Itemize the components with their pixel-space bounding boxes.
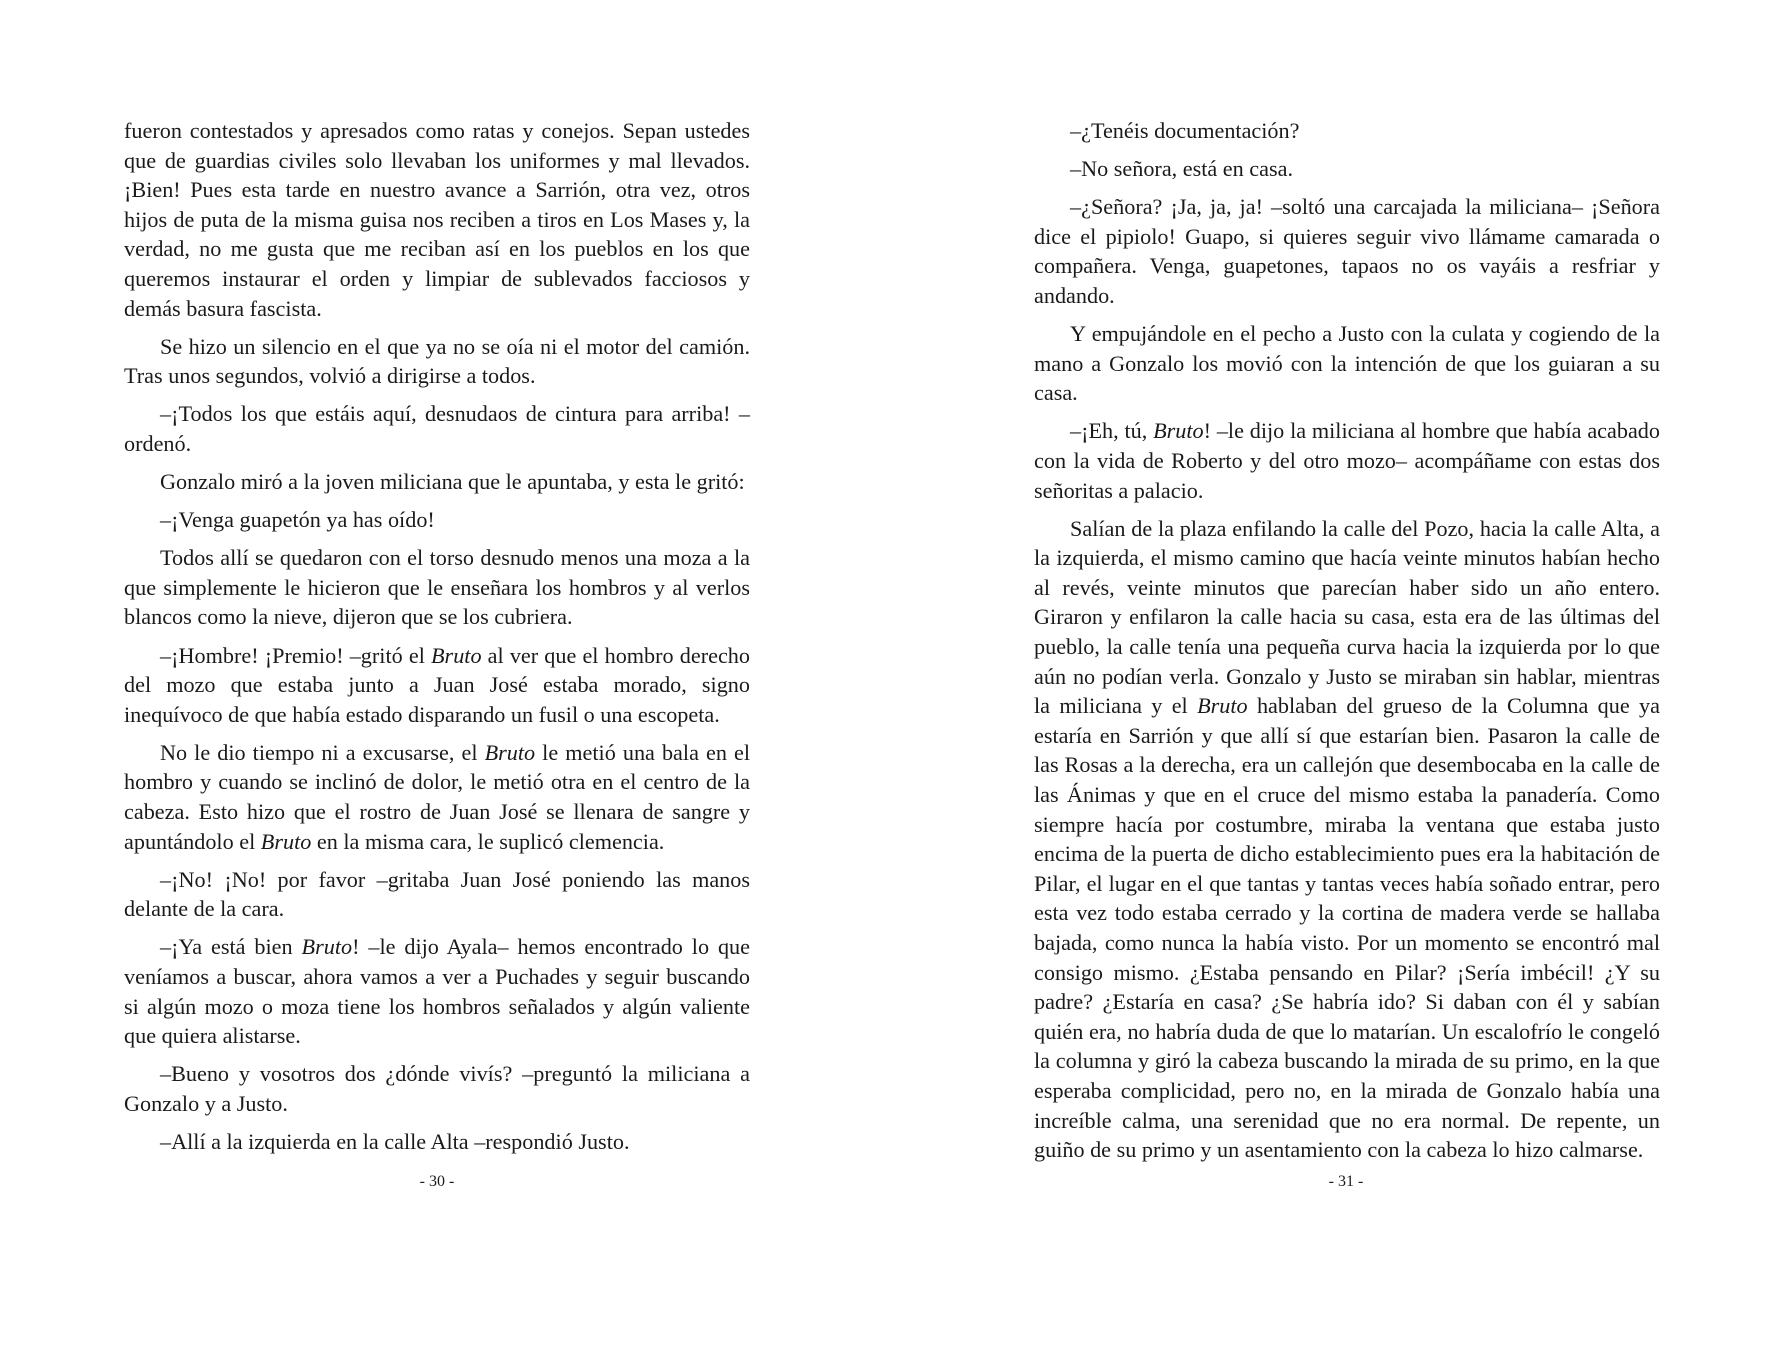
paragraph xyxy=(1034,192,1660,310)
italic-run: Bruto xyxy=(260,828,312,854)
paragraph xyxy=(124,543,750,632)
italic-run: Bruto xyxy=(1197,693,1248,719)
text-run: –¡Eh, tú, xyxy=(1070,418,1154,444)
paragraph xyxy=(1034,514,1660,1165)
paragraph xyxy=(124,738,750,856)
paragraph xyxy=(1034,154,1660,184)
text-run: hablaban del grueso de la Columna que ya estaría en Sarrión y que allí sí que estarían bien. Pasaron la calle de las Rosas a la derecha, era un callejón que desembocaba en la calle de las Ánimas y que en el cruce del mismo estaba la panadería. Como siempre hacía por costumbre, miraba la ventana que estaba justo encima de la puerta de dicho establecimiento pues era la habitación de Pilar, el lugar en el que tantas y tantas veces había soñado entrar, pero esta vez todo estaba cerrado y la cortina de madera verde se hallaba bajada, como nunca la había visto. Por un momento se encontró mal consigo mismo. ¿Estaba pensando en Pilar? ¡Sería imbécil! ¿Y su padre? ¿Estaría en casa? ¿Se habría ido? Si daban con él y sabían quién era, no habría duda de que lo matarían. Un escalofrío le congeló la columna y giró la cabeza buscando la mirada de su primo, en la que esperaba complicidad, pero no, en la mirada de Gonzalo había una increíble calma, una serenidad que no era normal. De repente, un guiño de su primo y un asentamiento con la cabeza lo hizo calmarse. xyxy=(1034,693,1661,1163)
text-run: Salían de la plaza enfilando la calle del Pozo, hacia la calle Alta, a la izquierda, el mismo camino que hacía veinte minutos habían hecho al revés, veinte minutos que parecían haber sido un año entero. Giraron y enfilaron la calle hacia su casa, esta era de las últimas del pueblo, la calle tenía una pequeña curva hacia la izquierda por lo que aún no podían verla. Gonzalo y Justo se miraban sin hablar, mientras la miliciana y el xyxy=(1034,515,1660,719)
text-run: Y empujándole en el pecho a Justo con la culata y cogiendo de la mano a Gonzalo los movió con la intención de que los guiaran a su casa. xyxy=(1034,321,1660,406)
text-run: Todos allí se quedaron con el torso desnudo menos una moza a la que simplemente le hicieron que le enseñara los hombros y al verlos blancos como la nieve, dijeron que se los cubriera. xyxy=(124,545,750,630)
text-run: –Bueno y vosotros dos ¿dónde vivís? –preguntó la miliciana a Gonzalo y a Justo. xyxy=(124,1061,750,1116)
text-run: al ver que el hombro derecho del mozo que estaba junto a Juan José estaba morado, signo inequívoco de que había estado disparando un fusil o una escopeta. xyxy=(124,642,750,727)
paragraph xyxy=(1034,319,1660,408)
paragraph xyxy=(124,1127,750,1157)
text-run: –¿Tenéis documentación? xyxy=(1070,118,1300,143)
paragraph xyxy=(124,467,750,497)
paragraph xyxy=(124,641,750,730)
paragraph xyxy=(124,505,750,535)
text-run: ! –le dijo la miliciana al hombre que había acabado con la vida de Roberto y del otro mozo– acompáñame con estas dos señoritas a palacio. xyxy=(1034,418,1660,503)
paragraph xyxy=(1034,116,1660,146)
text-run: Gonzalo miró a la joven miliciana que le apuntaba, y esta le gritó: xyxy=(160,469,745,495)
left-page xyxy=(124,116,750,1316)
paragraph xyxy=(124,1059,750,1118)
text-run: –¡Todos los que estáis aquí, desnudaos de cintura para arriba! –ordenó. xyxy=(124,401,750,456)
text-run: Se hizo un silencio en el que ya no se oía ni el motor del camión. Tras unos segundos, volvió a dirigirse a todos. xyxy=(124,333,750,389)
text-run: fueron contestados y apresados como ratas y conejos. Sepan ustedes que de guardias civiles solo llevaban los uniformes y mal llevados. ¡Bien! Pues esta tarde en nuestro avance a Sarrión, otra vez, otros hijos de puta de la misma guisa nos reciben a tiros en Los Mases y, la verdad, no me gusta que me reciban así en los pueblos en los que queremos instaurar el orden y limpiar de sublevados facciosos y demás basura fascista. xyxy=(124,118,750,321)
text-run: –No señora, está en casa. xyxy=(1070,156,1294,182)
paragraph xyxy=(124,332,750,391)
paragraph xyxy=(124,116,750,323)
paragraph xyxy=(1034,416,1660,505)
paragraph xyxy=(124,399,750,458)
text-run: –¡Ya está bien xyxy=(160,934,302,960)
text-run: en la misma cara, le suplicó clemencia. xyxy=(311,828,665,854)
text-run: le metió una bala en el hombro y cuando se inclinó de dolor, le metió otra en el centro de la cabeza. Esto hizo que el rostro de Juan José se llenara de sangre y apuntándolo el xyxy=(124,739,751,854)
text-run: –¡No! ¡No! por favor –gritaba Juan José poniendo las manos delante de la cara. xyxy=(124,866,750,922)
italic-run: Bruto xyxy=(431,642,482,668)
text-run: ! –le dijo Ayala– hemos encontrado lo que veníamos a buscar, ahora vamos a ver a Puchades y seguir buscando si algún mozo o moza tiene los hombros señalados y algún valiente que quiera alistarse. xyxy=(124,934,750,1049)
text-run: –Allí a la izquierda en la calle Alta –respondió Justo. xyxy=(160,1128,630,1154)
paragraph xyxy=(124,865,750,924)
italic-run: Bruto xyxy=(1153,418,1204,444)
text-run: –¡Hombre! ¡Premio! –gritó el xyxy=(160,642,431,668)
page-number-right: - 31 - xyxy=(1328,1173,1364,1190)
text-run: No le dio tiempo ni a excusarse, el xyxy=(160,739,485,765)
text-run: –¡Venga guapetón ya has oído! xyxy=(160,507,435,533)
right-page-text xyxy=(1034,116,1660,1173)
text-run: –¿Señora? ¡Ja, ja, ja! –soltó una carcajada la miliciana– ¡Señora dice el pipiolo! Guapo, si quieres seguir vivo llámame camarada o compañera. Venga, guapetones, tapaos no os vayáis a resfriar y andando. xyxy=(1034,194,1660,308)
italic-run: Bruto xyxy=(484,739,536,765)
left-page-text xyxy=(124,116,750,1165)
italic-run: Bruto xyxy=(301,934,353,960)
paragraph xyxy=(124,932,750,1050)
right-page xyxy=(1034,116,1660,1316)
page-number-left: - 30 - xyxy=(419,1173,455,1190)
